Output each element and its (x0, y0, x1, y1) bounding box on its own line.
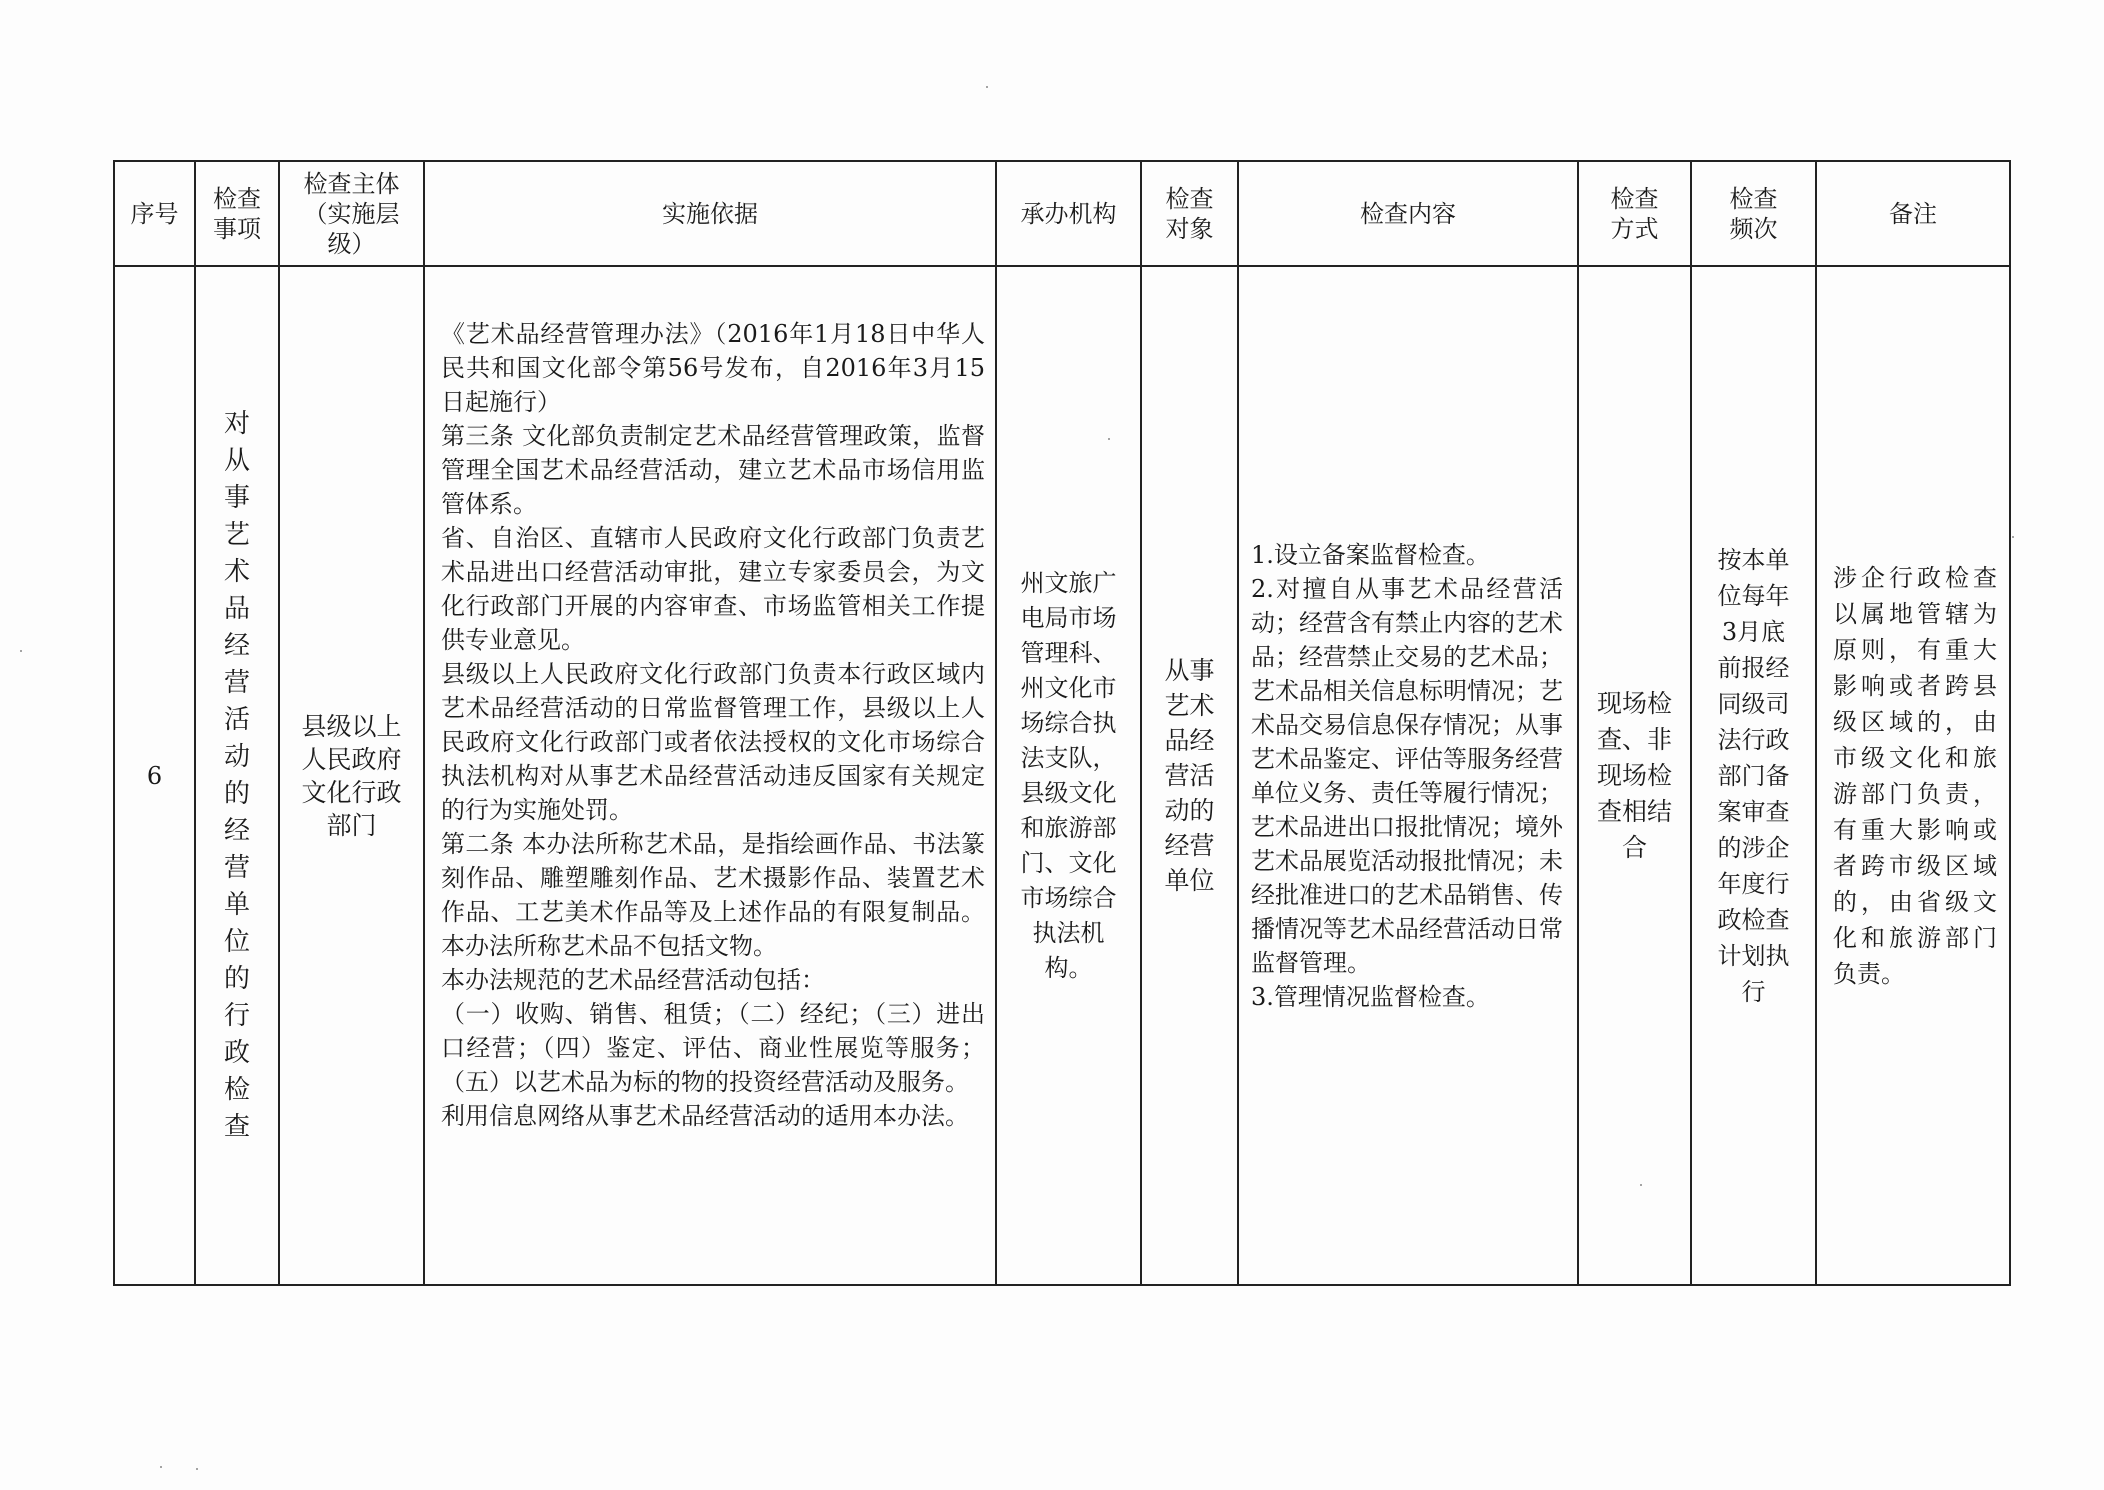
inspection-table (113, 160, 2011, 1286)
basis-paragraph: 省、自治区、直辖市人民政府文化行政部门负责艺术品进出口经营活动审批，建立专家委员会，为文化行政部门开展的内容审查、市场监管相关工作提供专业意见。 (441, 524, 985, 654)
table-row (114, 266, 2010, 1285)
basis-paragraph: 县级以上人民政府文化行政部门负责本行政区域内艺术品经营活动的日常监督管理工作，县级以上人民政府文化行政部门或者依法授权的文化市场综合执法机构对从事艺术品经营活动违反国家有关规定的行为实施处罚。 (441, 660, 985, 824)
header-org: 承办机构 (996, 161, 1141, 266)
header-item: 检查事项 (195, 161, 279, 266)
cell-method: 现场检查、非现场检查相结合 (1578, 266, 1691, 1285)
cell-note (1816, 266, 2010, 1285)
basis-paragraph: 第三条 文化部负责制定艺术品经营管理政策，监督管理全国艺术品经营活动，建立艺术品市场信用监管体系。 (441, 422, 985, 518)
cell-org: 州文旅广电局市场管理科、州文化市场综合执法支队，县级文化和旅游部门、文化市场综合执法机构。 (996, 266, 1141, 1285)
cell-frequency: 按本单位每年3月底前报经同级司法行政部门备案审查的涉企年度行政检查计划执行 (1691, 266, 1816, 1285)
basis-paragraph: 第二条 本办法所称艺术品，是指绘画作品、书法篆刻作品、雕塑雕刻作品、艺术摄影作品、装置艺术作品、工艺美术作品等及上述作品的有限复制品。本办法所称艺术品不包括文物。 (441, 830, 985, 960)
cell-content (1238, 266, 1578, 1285)
header-basis: 实施依据 (424, 161, 996, 266)
header-seq: 序号 (114, 161, 195, 266)
note-text: 涉企行政检查以属地管辖为原则，有重大影响或者跨县级区域的，由市级文化和旅游部门负责，有重大影响或者跨市级区域的，由省级文化和旅游部门负责。 (1833, 563, 1997, 988)
scan-speck (20, 650, 22, 652)
basis-paragraph: （一）收购、销售、租赁；（二）经纪；（三）进出口经营；（四）鉴定、评估、商业性展览等服务；（五）以艺术品为标的物的投资经营活动及服务。 (441, 1000, 985, 1096)
scan-speck (196, 1468, 198, 1470)
cell-item: 对从事艺术品经营活动的经营单位的行政检查 (195, 266, 279, 1285)
scan-speck (160, 1466, 162, 1468)
basis-paragraph: 本办法规范的艺术品经营活动包括： (441, 966, 825, 994)
scan-speck (986, 86, 988, 88)
header-note: 备注 (1816, 161, 2010, 266)
header-content: 检查内容 (1238, 161, 1578, 266)
header-frequency: 检查频次 (1691, 161, 1816, 266)
header-subject: 检查主体（实施层级） (279, 161, 424, 266)
cell-basis (424, 266, 996, 1285)
scan-speck (2012, 536, 2014, 538)
basis-paragraph: 《艺术品经营管理办法》（2016年1月18日中华人民共和国文化部令第56号发布，自2016年3月15日起施行） (441, 320, 985, 416)
header-object: 检查对象 (1141, 161, 1238, 266)
content-item: 2.对擅自从事艺术品经营活动；经营含有禁止内容的艺术品；经营禁止交易的艺术品；艺术品相关信息标明情况；艺术品交易信息保存情况；从事艺术品鉴定、评估等服务经营单位义务、责任等履行情况；艺术品进出口报批情况；境外艺术品展览活动报批情况；未经批准进口的艺术品销售、传播情况等艺术品经营活动日常监督管理。 (1251, 574, 1563, 977)
basis-paragraph: 利用信息网络从事艺术品经营活动的适用本办法。 (441, 1102, 969, 1130)
header-method: 检查方式 (1578, 161, 1691, 266)
cell-seq: 6 (114, 266, 195, 1285)
cell-subject: 县级以上人民政府文化行政部门 (279, 266, 424, 1285)
table-header-row (114, 161, 2010, 266)
content-item: 1.设立备案监督检查。 (1251, 540, 1490, 569)
cell-object: 从事艺术品经营活动的经营单位 (1141, 266, 1238, 1285)
content-item: 3.管理情况监督检查。 (1251, 982, 1490, 1011)
